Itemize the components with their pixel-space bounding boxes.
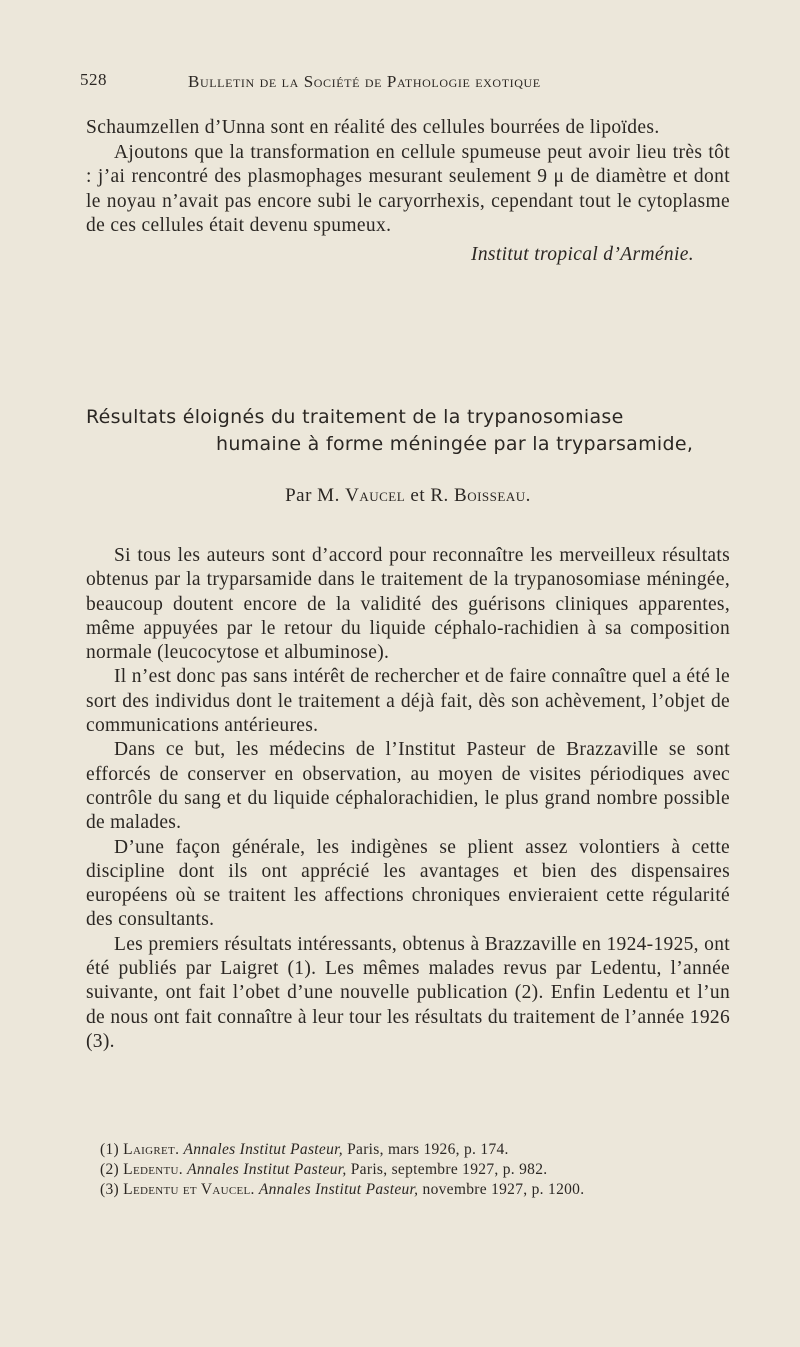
paragraph: Si tous les auteurs sont d’accord pour reconnaître les merveilleux résultats obtenus par la tryparsamide dans le traitement de la trypanosomiase méningée, beaucoup doutent encore de la validité des guérisons cliniques apparentes, même appuyées par le retour du liquide céphalo-rachidien à sa composition normale (leucocytose et albuminose). bbox=[86, 545, 730, 664]
footnote-author: Laigret. bbox=[123, 1141, 180, 1158]
author-name: Vaucel bbox=[345, 485, 406, 506]
article-title-line-1: Résultats éloignés du traitement de la trypanosomiase bbox=[86, 406, 624, 428]
footnotes bbox=[100, 1140, 730, 1200]
footnote-author: Ledentu. bbox=[123, 1161, 183, 1178]
paragraph: Ajoutons que la transformation en cellule spumeuse peut avoir lieu très tôt : j’ai rencontré des plasmophages mesurant seulement 9 μ de diamètre et dont le noyau n’avait pas encore subi le caryorrhexis, cependant tout le cytoplasme de ces cellules était devenu spumeux. bbox=[86, 141, 730, 237]
article-title bbox=[86, 404, 730, 458]
paragraph: Il n’est donc pas sans intérêt de rechercher et de faire connaître quel a été le sort des individus dont le traitement a déjà fait, dès son achèvement, l’objet de communications antérieures. bbox=[86, 666, 730, 737]
footnote-number: (1) bbox=[100, 1141, 119, 1158]
paragraph: D’une façon générale, les indigènes se plient assez volontiers à cette discipline dont ils ont apprécié les avantages et bien des dispensaires européens où se traitent les affections chroniques envieraient cette régularité des consultants. bbox=[86, 836, 730, 931]
paragraph: Schaumzellen d’Unna sont en réalité des cellules bourrées de lipoïdes. bbox=[86, 117, 660, 138]
footnote-journal: Annales Institut Pasteur, bbox=[183, 1141, 343, 1158]
footnote-number: (3) bbox=[100, 1181, 119, 1198]
running-title: Bulletin de la Société de Pathologie exotique bbox=[188, 72, 541, 91]
page-number: 528 bbox=[80, 70, 107, 89]
institution-signature: Institut tropical d’Arménie. bbox=[470, 243, 694, 265]
author-name: Boisseau. bbox=[454, 485, 531, 506]
footnote bbox=[100, 1140, 730, 1160]
footnote bbox=[100, 1180, 730, 1200]
paragraph: Dans ce but, les médecins de l’Institut Pasteur de Brazzaville se sont efforcés de conserver en observation, au moyen de visites périodiques avec contrôle du sang et du liquide céphalorachidien, le plus grand nombre possible de malades. bbox=[86, 739, 730, 834]
article-body bbox=[86, 544, 730, 1054]
paragraph: Les premiers résultats intéressants, obtenus à Brazzaville en 1924-1925, ont été publiés par Laigret (1). Les mêmes malades revus par Ledentu, l’année suivante, ont fait l’obet d’une nouvelle publication (2). Enfin Ledentu et l’un de nous ont fait connaître à leur tour les résultats du traitement de l’année 1926 (3). bbox=[86, 933, 730, 1052]
footnote-details: Paris, mars 1926, p. 174. bbox=[342, 1141, 509, 1158]
article-title-line-2: humaine à forme méningée par la tryparsamide, bbox=[216, 433, 694, 455]
footnote-details: novembre 1927, p. 1200. bbox=[418, 1181, 585, 1198]
footnote-details: Paris, septembre 1927, p. 982. bbox=[346, 1161, 548, 1178]
author-byline bbox=[86, 485, 730, 507]
byline-prefix: Par M. bbox=[285, 485, 346, 506]
footnote-journal: Annales Institut Pasteur, bbox=[187, 1161, 347, 1178]
footnote-journal: Annales Institut Pasteur, bbox=[258, 1181, 419, 1198]
byline-conjunction: et R. bbox=[405, 485, 455, 506]
previous-article-ending bbox=[86, 116, 730, 268]
footnote-author: Ledentu et Vaucel. bbox=[123, 1181, 255, 1198]
footnote-number: (2) bbox=[100, 1161, 119, 1178]
footnote bbox=[100, 1160, 730, 1180]
